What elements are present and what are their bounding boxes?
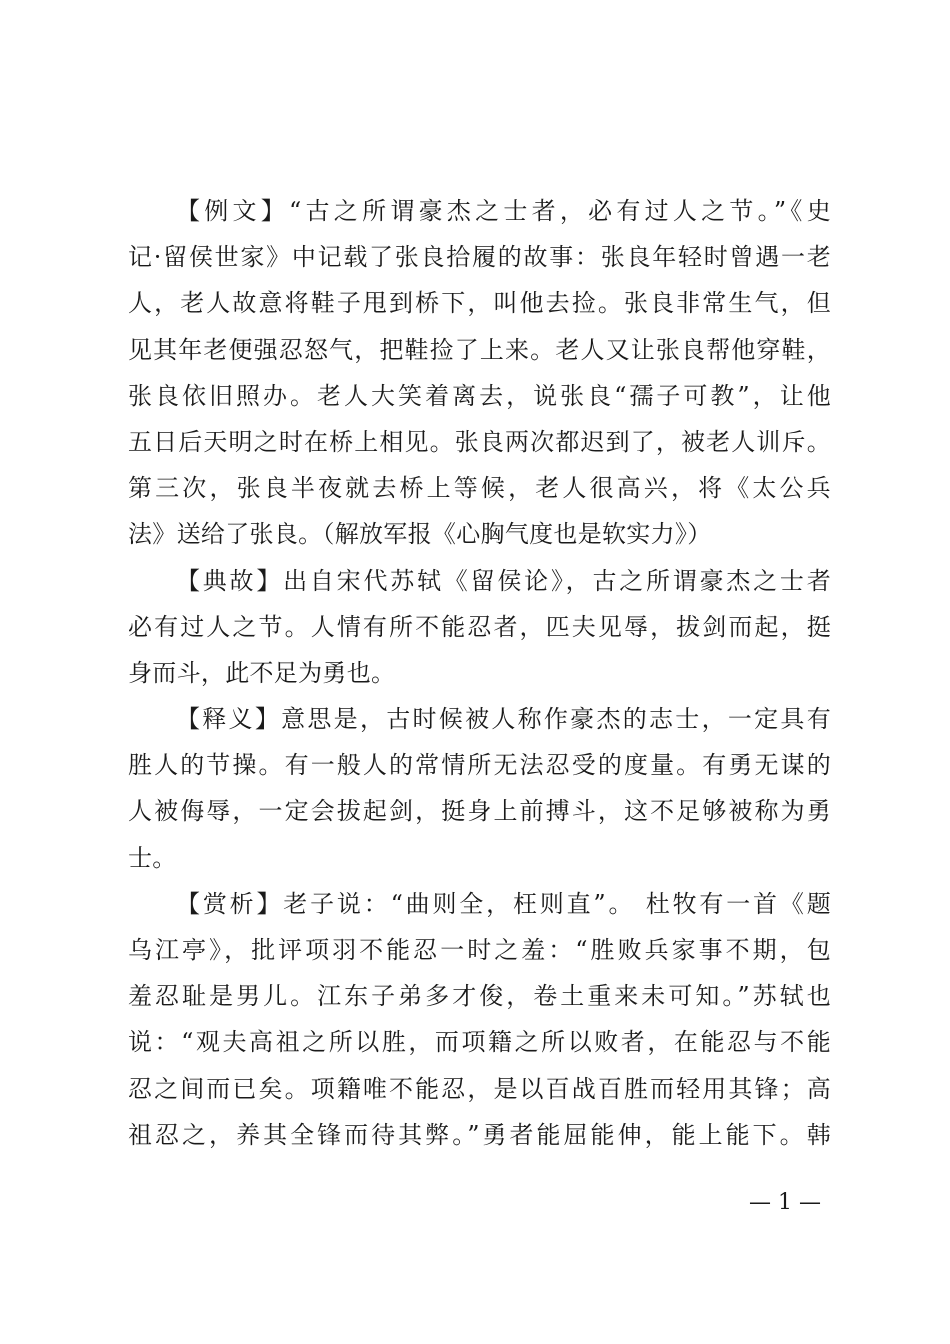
text-line: 羞忍耻是男儿。江东子弟多才俊，卷土重来未可知。”苏轼也 bbox=[128, 982, 831, 1011]
text-line: 【例文】“古之所谓豪杰之士者，必有过人之节。”《史 bbox=[176, 197, 831, 225]
text-line: 记·留侯世家》中记载了张良拾履的故事：张良年轻时曾遇一老 bbox=[128, 243, 831, 272]
text-line: 见其年老便强忍怒气，把鞋捡了上来。老人又让张良帮他穿鞋， bbox=[128, 335, 831, 364]
text-line: 祖忍之，养其全锋而待其弊。”勇者能屈能伸，能上能下。韩 bbox=[128, 1120, 831, 1149]
text-line: 士。 bbox=[128, 843, 177, 872]
text-line: 第三次，张良半夜就去桥上等候，老人很高兴，将《太公兵 bbox=[128, 474, 831, 503]
text-line: 人被侮辱，一定会拔起剑，挺身上前搏斗，这不足够被称为勇 bbox=[128, 797, 831, 826]
paragraph-allusion bbox=[128, 558, 831, 697]
text-line: 忍之间而已矣。项籍唯不能忍，是以百战百胜而轻用其锋；高 bbox=[128, 1074, 831, 1103]
text-line: 说：“观夫高祖之所以胜，而项籍之所以败者，在能忍与不能 bbox=[128, 1028, 831, 1057]
text-line: 张良依旧照办。老人大笑着离去，说张良“孺子可教”，让他 bbox=[128, 381, 831, 410]
text-line: 【释义】意思是，古时候被人称作豪杰的志士，一定具有 bbox=[176, 705, 831, 734]
text-line: 法》送给了张良。（解放军报《心胸气度也是软实力》） bbox=[128, 520, 712, 549]
text-line: 必有过人之节。人情有所不能忍者，匹夫见辱，拔剑而起，挺 bbox=[128, 612, 831, 641]
page-number: — 1 — bbox=[749, 1190, 821, 1215]
text-line: 胜人的节操。有一般人的常情所无法忍受的度量。有勇无谋的 bbox=[128, 751, 831, 780]
text-line: 【赏析】老子说：“曲则全，枉则直”。 杜牧有一首《题 bbox=[176, 889, 831, 918]
text-line: 人，老人故意将鞋子甩到桥下，叫他去捡。张良非常生气，但 bbox=[128, 289, 831, 318]
document-body bbox=[128, 188, 831, 1158]
text-line: 身而斗，此不足为勇也。 bbox=[128, 658, 396, 687]
paragraph-appreciation bbox=[128, 881, 831, 1158]
text-line: 五日后天明之时在桥上相见。张良两次都迟到了，被老人训斥。 bbox=[128, 427, 831, 456]
paragraph-example bbox=[128, 188, 831, 558]
text-line: 乌江亭》，批评项羽不能忍一时之羞：“胜败兵家事不期，包 bbox=[128, 936, 831, 964]
paragraph-meaning bbox=[128, 696, 831, 881]
text-line: 【典故】出自宋代苏轼《留侯论》，古之所谓豪杰之士者 bbox=[176, 566, 831, 595]
